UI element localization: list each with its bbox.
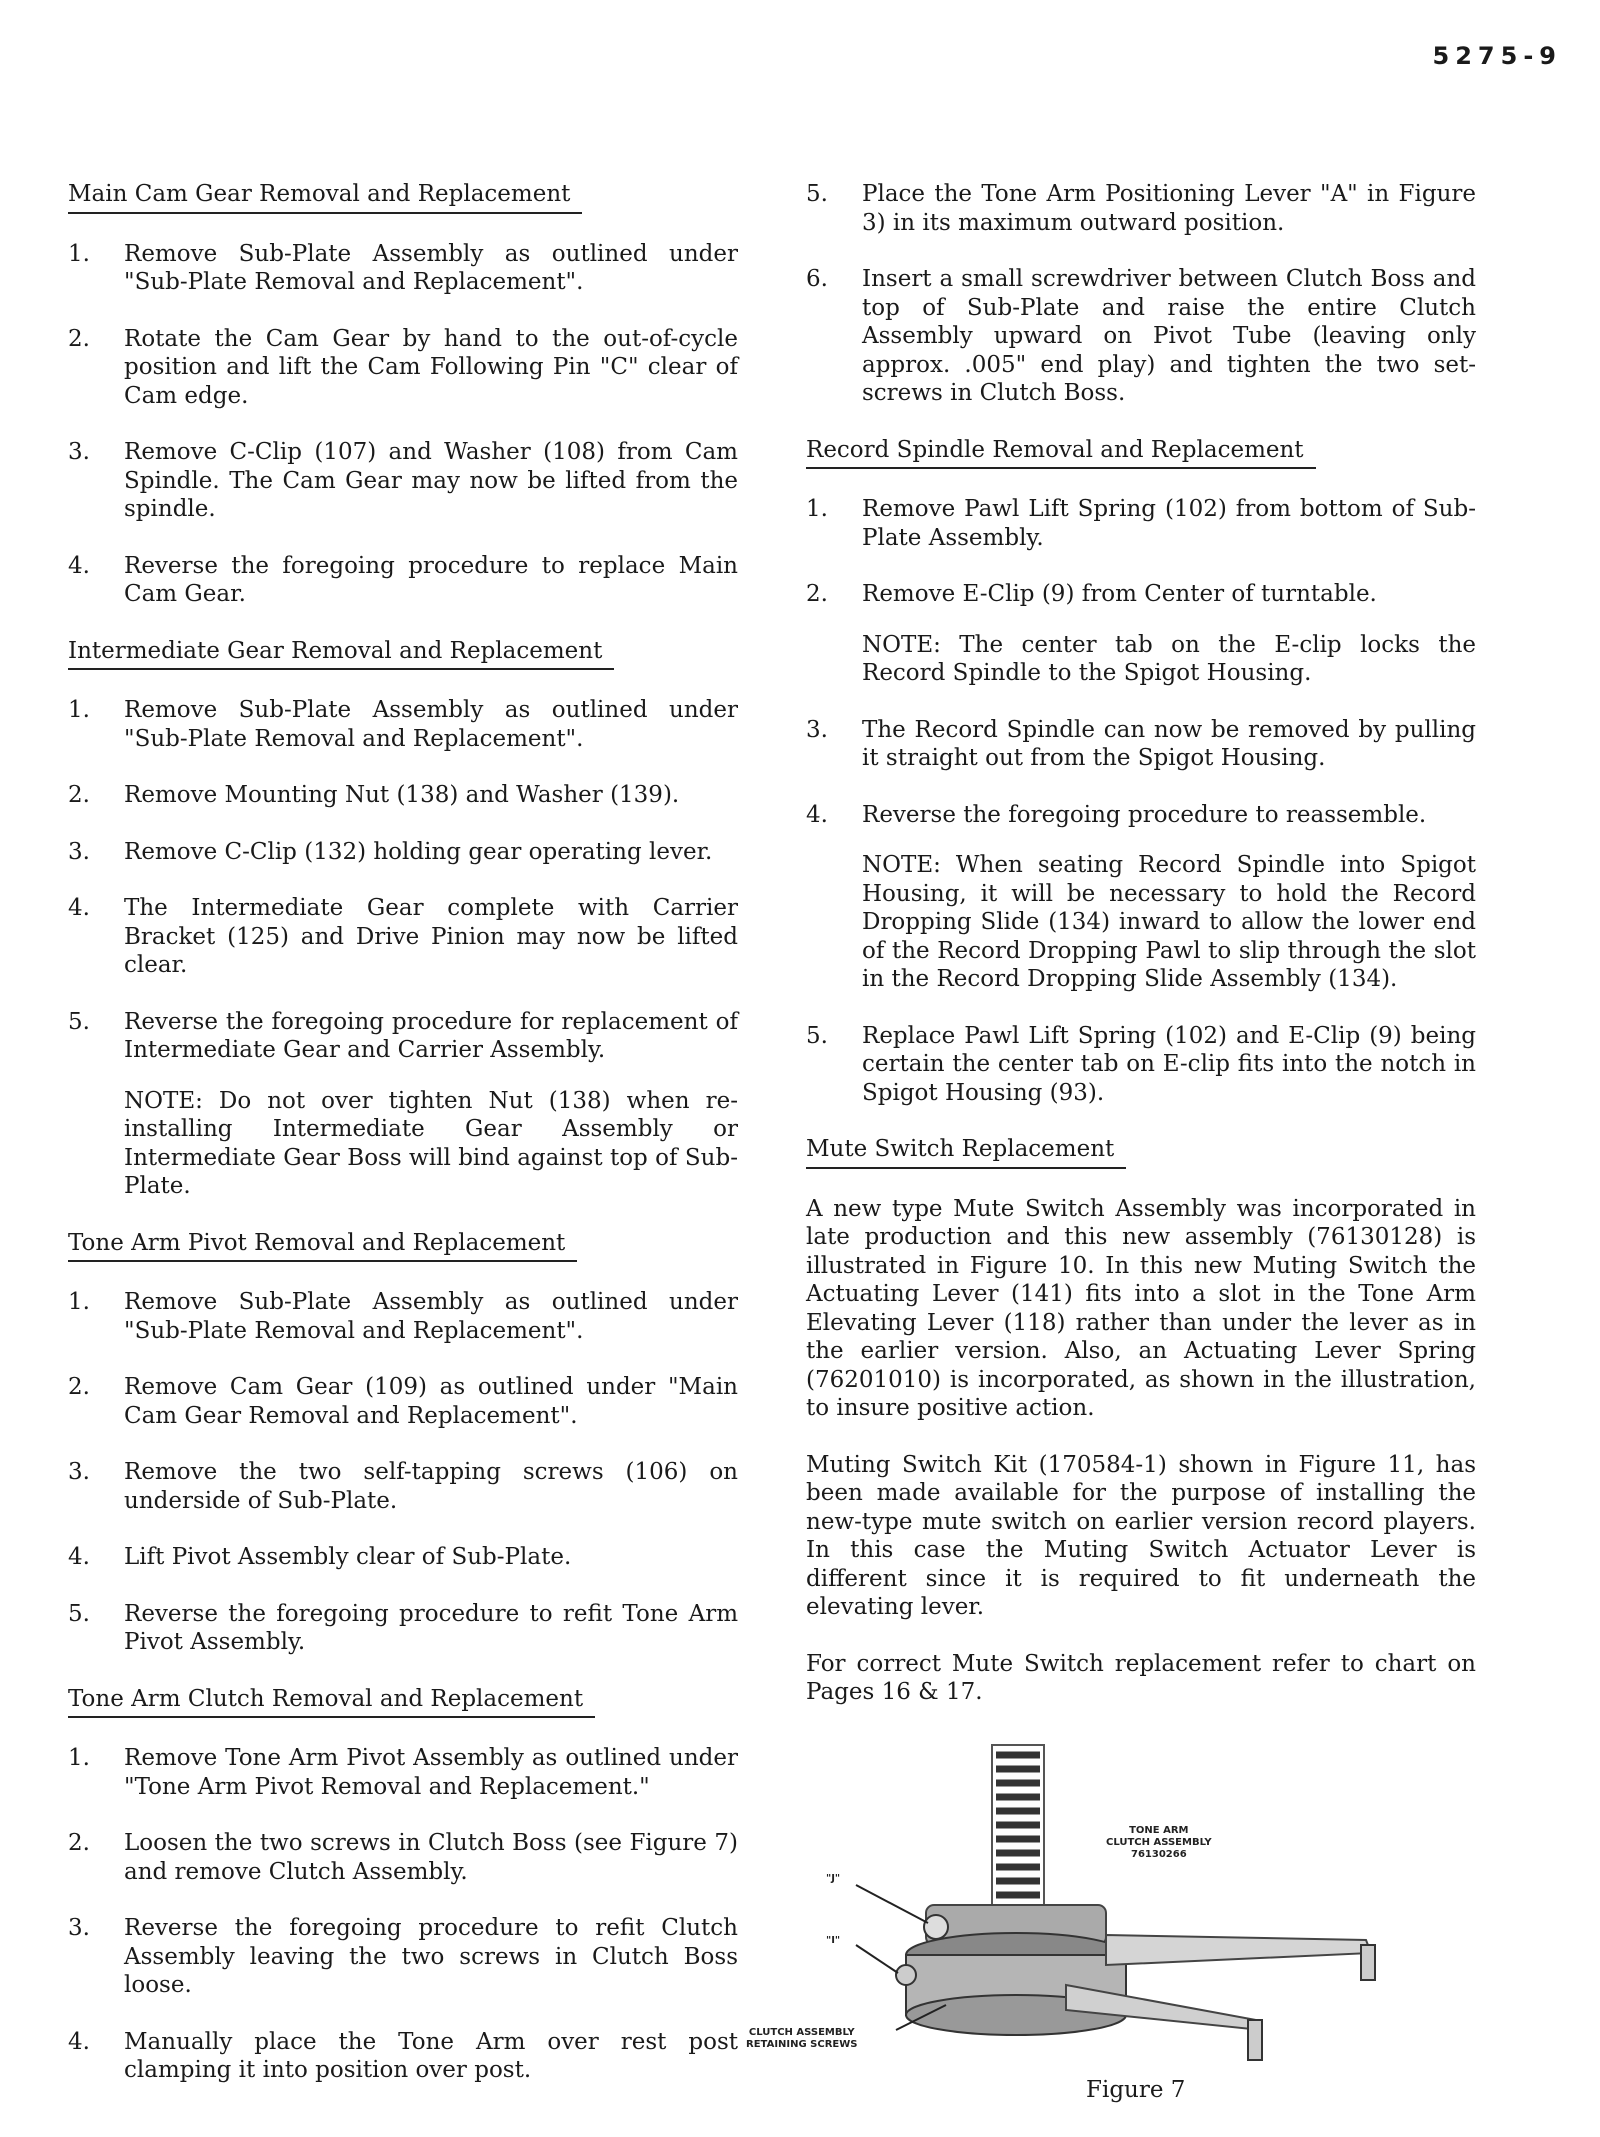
page-number: 5275-9: [1432, 42, 1562, 70]
figure-caption: Figure 7: [1086, 2077, 1186, 2103]
item-number: 3.: [68, 1915, 90, 1941]
item-number: 1.: [68, 240, 90, 267]
note-text: NOTE: The center tab on the E-clip locks the Record Spindle to the Spigot Housing.: [862, 631, 1476, 686]
item-number: 4.: [68, 1544, 90, 1570]
list-item: [68, 240, 738, 297]
item-number: 4.: [806, 801, 828, 828]
item-text: Lift Pivot Assembly clear of Sub-Plate.: [124, 1544, 572, 1570]
item-number: 1.: [68, 1745, 90, 1771]
figure-label-line: 76130266: [1130, 1848, 1187, 1860]
list-item: [68, 1373, 738, 1430]
paragraph: Muting Switch Kit (170584-1) shown in Figure 11, has been made available for the purpose of installing the new-type mute switch on earlier version record players. In this case the Muting Switch Actuator Lever is different since it is required to fit underneath the elevating lever.: [806, 1451, 1476, 1620]
list-item: [68, 438, 738, 524]
item-number: 3.: [806, 716, 828, 743]
item-number: 4.: [68, 552, 90, 579]
item-text: Remove Sub-Plate Assembly as outlined under "Sub-Plate Removal and Replacement".: [124, 1289, 738, 1344]
screw-i: [896, 1965, 916, 1985]
item-text: Reverse the foregoing procedure to refit Tone Arm Pivot Assembly.: [124, 1600, 738, 1655]
item-number: 2.: [68, 325, 90, 352]
item-text: Remove E-Clip (9) from Center of turntable.: [862, 581, 1377, 607]
item-text: Remove Tone Arm Pivot Assembly as outlined under "Tone Arm Pivot Removal and Replacement.": [124, 1745, 738, 1800]
list-item: [68, 552, 738, 609]
figure-label-j: "J": [826, 1872, 841, 1884]
list-item: [806, 180, 1476, 237]
list-item: [68, 1288, 738, 1345]
list-item: [806, 1022, 1476, 1108]
list-item: [68, 1600, 738, 1657]
section-heading-intermediate-gear: Intermediate Gear Removal and Replacement: [68, 637, 614, 671]
left-column: [68, 180, 738, 2113]
figure-label-line: CLUTCH ASSEMBLY: [1106, 1836, 1212, 1848]
item-number: 6.: [806, 266, 828, 292]
item-number: 5.: [68, 1600, 90, 1627]
figure-7: [746, 1735, 1476, 2105]
item-text: Remove C-Clip (132) holding gear operating lever.: [124, 838, 713, 865]
item-number: 5.: [806, 181, 828, 207]
item-number: 5.: [806, 1022, 828, 1049]
list-item: [68, 696, 738, 753]
screw-j: [924, 1915, 948, 1939]
section-heading-main-cam-gear: Main Cam Gear Removal and Replacement: [68, 180, 582, 214]
note-text: NOTE: Do not over tighten Nut (138) when re-installing Intermediate Gear Assembly or Intermediate Gear Boss will bind against top of Sub-Plate.: [124, 1087, 738, 1199]
list-item: [68, 1744, 738, 1801]
list-item: [68, 781, 738, 810]
right-column: [746, 180, 1476, 2105]
item-text: Remove C-Clip (107) and Washer (108) from Cam Spindle. The Cam Gear may now be lifted from the spindle.: [124, 439, 738, 522]
list-item: [68, 2028, 738, 2085]
item-text: Remove Sub-Plate Assembly as outlined under "Sub-Plate Removal and Replacement".: [124, 240, 738, 295]
item-number: 4.: [68, 895, 90, 921]
item-text: Place the Tone Arm Positioning Lever "A" in Figure 3) in its maximum outward position.: [862, 181, 1476, 236]
paragraph: A new type Mute Switch Assembly was incorporated in late production and this new assembly (76130128) is illustrated in Figure 10. In this new Muting Switch the Actuating Lever (141) fits into a slot in the Tone Arm Elevating Lever (118) rather than under the lever as in the earlier version. Also, an Actuating Lever Spring (76201010) is incorporated, as shown in the illustration, to insure positive action.: [806, 1195, 1476, 1421]
section-heading-tone-arm-clutch: Tone Arm Clutch Removal and Replacement: [68, 1685, 595, 1719]
item-text: Manually place the Tone Arm over rest post clamping it into position over post.: [124, 2028, 738, 2083]
section-heading-tone-arm-pivot: Tone Arm Pivot Removal and Replacement: [68, 1229, 577, 1263]
item-number: 2.: [68, 782, 90, 808]
paragraph: For correct Mute Switch replacement refer to chart on Pages 16 & 17.: [806, 1650, 1476, 1705]
item-text: Rotate the Cam Gear by hand to the out-of-cycle position and lift the Cam Following Pin "C" clear of Cam edge.: [124, 325, 738, 409]
item-text: Reverse the foregoing procedure to refit Clutch Assembly leaving the two screws in Clutch Boss loose.: [124, 1915, 738, 1998]
arrow-i: [856, 1945, 898, 1973]
item-text: Reverse the foregoing procedure for replacement of Intermediate Gear and Carrier Assembly.: [124, 1008, 738, 1063]
item-text: Insert a small screwdriver between Clutch Boss and top of Sub-Plate and raise the entire Clutch Assembly upward on Pivot Tube (leaving only approx. .005" end play) and tighten the two set-screws in Clutch Boss.: [862, 266, 1476, 406]
list-item: [68, 838, 738, 867]
item-text: Remove Sub-Plate Assembly as outlined under "Sub-Plate Removal and Replacement".: [124, 697, 738, 752]
list-item: [806, 801, 1476, 830]
item-number: 2.: [68, 1374, 90, 1400]
item-number: 2.: [806, 581, 828, 607]
figure-label-assembly: [1106, 1825, 1212, 1861]
item-text: The Intermediate Gear complete with Carrier Bracket (125) and Drive Pinion may now be lifted clear.: [124, 895, 738, 978]
item-number: 3.: [68, 1459, 90, 1485]
figure-label-screws: [746, 2027, 858, 2051]
item-number: 3.: [68, 439, 90, 465]
item-text: Reverse the foregoing procedure to reassemble.: [862, 801, 1427, 828]
item-text: Reverse the foregoing procedure to replace Main Cam Gear.: [124, 552, 738, 607]
section-heading-mute-switch: Mute Switch Replacement: [806, 1135, 1126, 1169]
item-text: Remove the two self-tapping screws (106) on underside of Sub-Plate.: [124, 1459, 738, 1514]
figure-label-line: RETAINING SCREWS: [746, 2038, 858, 2050]
item-number: 1.: [806, 496, 828, 522]
figure-label-line: TONE ARM: [1129, 1824, 1189, 1836]
list-item: [806, 265, 1476, 408]
item-number: 2.: [68, 1830, 90, 1856]
item-number: 3.: [68, 838, 90, 865]
list-item: [68, 1829, 738, 1886]
item-text: Remove Cam Gear (109) as outlined under "Main Cam Gear Removal and Replacement".: [124, 1374, 738, 1429]
item-text: Remove Pawl Lift Spring (102) from bottom of Sub-Plate Assembly.: [862, 496, 1476, 551]
list-item: [68, 1008, 738, 1065]
item-number: 1.: [68, 697, 90, 723]
list-item: [68, 1543, 738, 1572]
figure-label-line: CLUTCH ASSEMBLY: [748, 2026, 855, 2038]
section-heading-record-spindle: Record Spindle Removal and Replacement: [806, 436, 1316, 470]
tone-arm-lever: [1106, 1935, 1371, 1965]
figure-label-i: "I": [826, 1934, 841, 1946]
note-text: NOTE: When seating Record Spindle into Spigot Housing, it will be necessary to hold the Record Dropping Slide (134) inward to allow the lower end of the Record Dropping Pawl to slip through the slot in the Record Dropping Slide Assembly (134).: [862, 852, 1476, 992]
item-number: 5.: [68, 1008, 90, 1035]
lever-post: [1361, 1945, 1375, 1980]
list-item: [806, 716, 1476, 773]
list-item: [68, 894, 738, 980]
clutch-assembly-photo: [806, 1735, 1476, 2075]
item-number: 1.: [68, 1289, 90, 1315]
item-text: Replace Pawl Lift Spring (102) and E-Clip (9) being certain the center tab on E-clip fits into the notch in Spigot Housing (93).: [862, 1022, 1476, 1106]
arrow-j: [856, 1885, 928, 1923]
list-item: [68, 325, 738, 411]
list-item: [68, 1458, 738, 1515]
item-number: 4.: [68, 2028, 90, 2055]
list-item: [806, 580, 1476, 609]
item-text: Remove Mounting Nut (138) and Washer (139).: [124, 782, 680, 808]
list-item: [806, 495, 1476, 552]
item-text: Loosen the two screws in Clutch Boss (see Figure 7) and remove Clutch Assembly.: [124, 1830, 738, 1885]
item-text: The Record Spindle can now be removed by pulling it straight out from the Spigot Housing.: [862, 716, 1476, 771]
lower-post: [1248, 2020, 1262, 2060]
spring-drawing: [996, 1755, 1040, 1895]
list-item: [68, 1914, 738, 2000]
